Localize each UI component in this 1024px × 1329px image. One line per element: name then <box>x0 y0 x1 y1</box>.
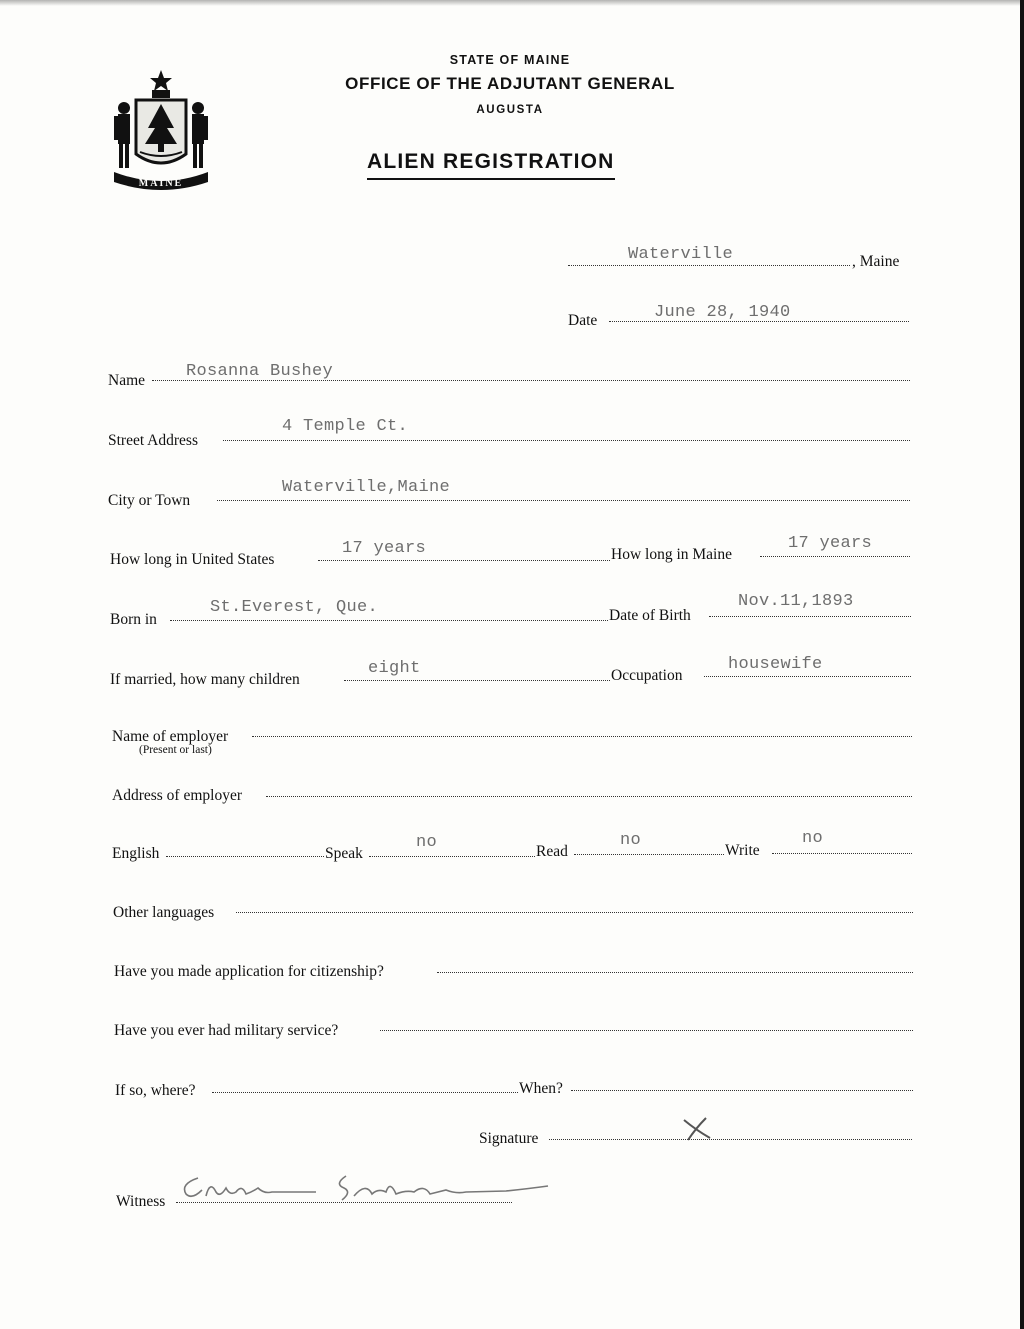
write-label: Write <box>725 842 760 859</box>
place-line <box>568 265 850 266</box>
english-label: English <box>112 845 160 862</box>
military-line <box>380 1030 913 1031</box>
read-value: no <box>620 831 642 850</box>
date-label: Date <box>568 312 598 329</box>
when-label: When? <box>519 1080 563 1097</box>
maine-duration-label: How long in Maine <box>611 546 732 563</box>
us-duration-label: How long in United States <box>110 551 275 568</box>
us-duration-line <box>318 560 610 561</box>
speak-line <box>369 856 535 857</box>
military-label: Have you ever had military service? <box>114 1022 339 1039</box>
occupation-value: housewife <box>728 655 823 674</box>
citizenship-line <box>437 972 913 973</box>
signature-label: Signature <box>479 1130 539 1147</box>
born-in-value: St.Everest, Que. <box>210 598 379 617</box>
office-heading: OFFICE OF THE ADJUTANT GENERAL <box>345 74 675 93</box>
occupation-label: Occupation <box>611 667 683 684</box>
city-label: City or Town <box>108 492 191 509</box>
city-value: Waterville,Maine <box>282 478 451 497</box>
street-label: Street Address <box>108 432 198 449</box>
write-line <box>772 853 912 854</box>
write-value: no <box>802 829 824 848</box>
employer-name-sublabel: (Present or last) <box>139 744 212 756</box>
state-seal-icon <box>108 68 214 194</box>
scan-border <box>1020 0 1024 1329</box>
read-label: Read <box>536 843 568 860</box>
city-heading: AUGUSTA <box>476 104 544 116</box>
street-value: 4 Temple Ct. <box>282 417 409 436</box>
maine-duration-line <box>760 556 910 557</box>
signature-line <box>549 1139 912 1140</box>
speak-label: Speak <box>325 845 363 862</box>
name-label: Name <box>108 372 146 389</box>
dob-value: Nov.11,1893 <box>738 592 854 611</box>
x-mark-icon <box>680 1116 714 1142</box>
where-line <box>212 1092 518 1093</box>
place-value: Waterville <box>628 245 734 264</box>
handwritten-signature-icon <box>176 1170 556 1206</box>
employer-address-label: Address of employer <box>112 787 242 804</box>
witness-label: Witness <box>116 1193 166 1210</box>
us-duration-value: 17 years <box>342 539 427 558</box>
name-value: Rosanna Bushey <box>186 362 334 381</box>
form-title: ALIEN REGISTRATION <box>367 150 615 180</box>
children-label: If married, how many children <box>110 671 300 688</box>
dob-label: Date of Birth <box>609 607 691 624</box>
seal-banner-text: MAINE <box>138 178 184 189</box>
born-in-line <box>170 620 608 621</box>
occupation-line <box>704 676 911 677</box>
scan-noise <box>0 0 1020 6</box>
speak-value: no <box>416 833 438 852</box>
when-line <box>571 1090 913 1091</box>
employer-name-label: Name of employer <box>112 728 229 745</box>
read-line <box>574 854 724 855</box>
dob-line <box>709 616 911 617</box>
city-line <box>217 500 910 501</box>
date-value: June 28, 1940 <box>654 303 791 322</box>
children-value: eight <box>368 659 421 678</box>
employer-address-line <box>266 796 912 797</box>
where-label: If so, where? <box>115 1082 196 1099</box>
state-heading: STATE OF MAINE <box>449 53 571 67</box>
employer-name-line <box>252 736 912 737</box>
children-line <box>344 680 610 681</box>
born-in-label: Born in <box>110 611 157 628</box>
maine-duration-value: 17 years <box>788 534 873 553</box>
other-languages-label: Other languages <box>113 904 215 921</box>
other-languages-line <box>236 912 913 913</box>
place-suffix: , Maine <box>852 253 900 270</box>
street-line <box>223 440 910 441</box>
english-line <box>166 856 324 857</box>
citizenship-label: Have you made application for citizenship? <box>114 963 384 980</box>
